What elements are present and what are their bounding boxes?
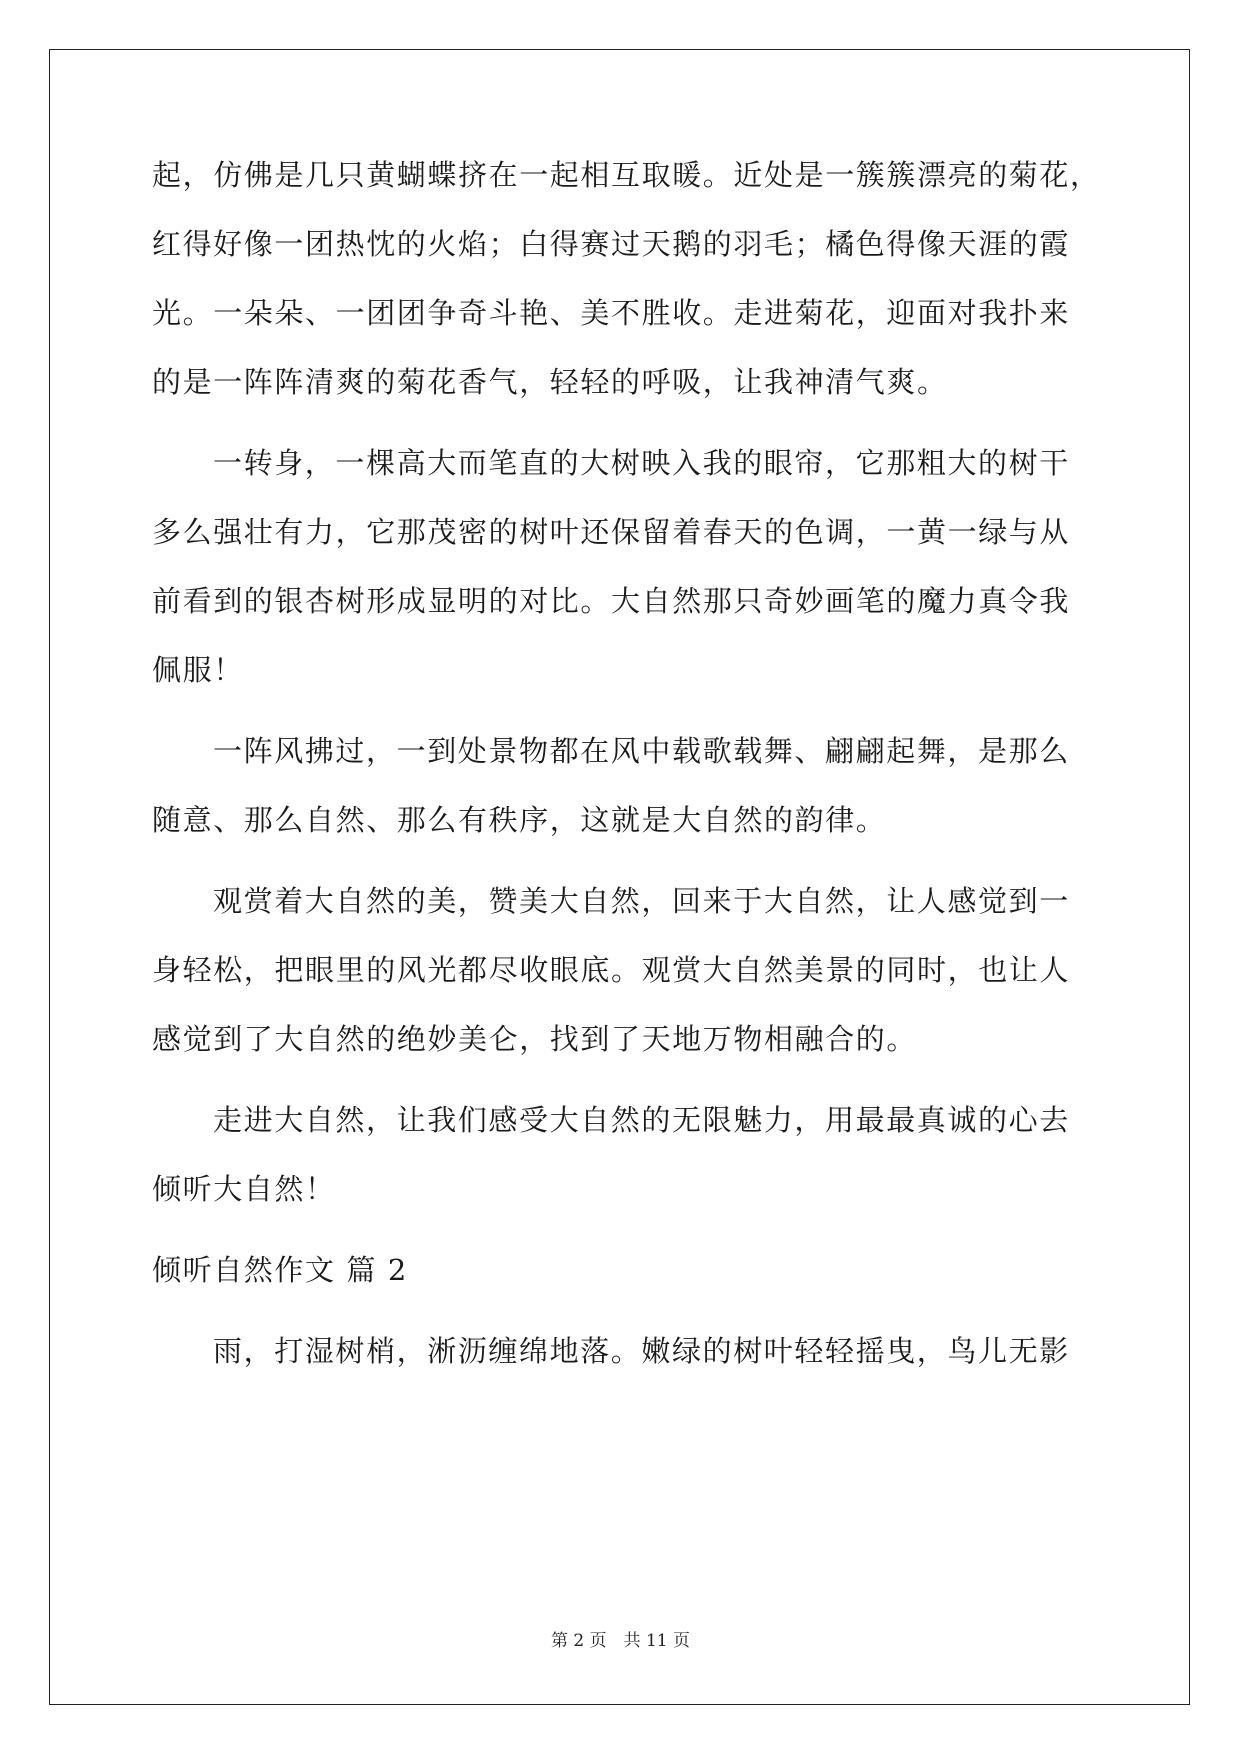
line-text: 多么强壮有力，它那茂密的树叶还保留着春天的色调，一黄一绿与从	[152, 515, 1071, 549]
line-text: 一转身，一棵高大而笔直的大树映入我的眼帘，它那粗大的树干	[213, 446, 1070, 480]
line-text: 起，仿佛是几只黄蝴蝶挤在一起相互取暖。近处是一簇簇漂亮的菊花，	[152, 158, 1101, 192]
line-text: 观赏着大自然的美，赞美大自然，回来于大自然，让人感觉到一	[213, 884, 1070, 918]
page-footer	[0, 1630, 1241, 1652]
line-text: 走进大自然，让我们感受大自然的无限魅力，用最最真诚的心去	[213, 1103, 1070, 1137]
line-text: 雨，打湿树梢，淅沥缠绵地落。嫩绿的树叶轻轻摇曳，鸟儿无影	[213, 1334, 1070, 1368]
line-text: 红得好像一团热忱的火焰；白得赛过天鹅的羽毛；橘色得像天涯的霞	[152, 227, 1071, 261]
heading-text: 倾听自然作文 篇 2	[152, 1253, 408, 1287]
line-text: 感觉到了大自然的绝妙美仑，找到了天地万物相融合的。	[152, 1022, 918, 1056]
line-text: 的是一阵阵清爽的菊花香气，轻轻的呼吸，让我神清气爽。	[152, 365, 948, 399]
line-text: 随意、那么自然、那么有秩序，这就是大自然的韵律。	[152, 803, 887, 837]
page-number: 第 2 页 共 11 页	[550, 1631, 691, 1651]
line-text: 前看到的银杏树形成显明的对比。大自然那只奇妙画笔的魔力真令我	[152, 584, 1071, 618]
line-text: 一阵风拂过，一到处景物都在风中载歌载舞、翩翩起舞，是那么	[213, 734, 1070, 768]
line-text: 光。一朵朵、一团团争奇斗艳、美不胜收。走进菊花，迎面对我扑来	[152, 296, 1071, 330]
line-text: 倾听大自然！	[152, 1172, 336, 1206]
line-text: 身轻松，把眼里的风光都尽收眼底。观赏大自然美景的同时，也让人	[152, 953, 1071, 987]
line-text: 佩服！	[152, 653, 244, 687]
